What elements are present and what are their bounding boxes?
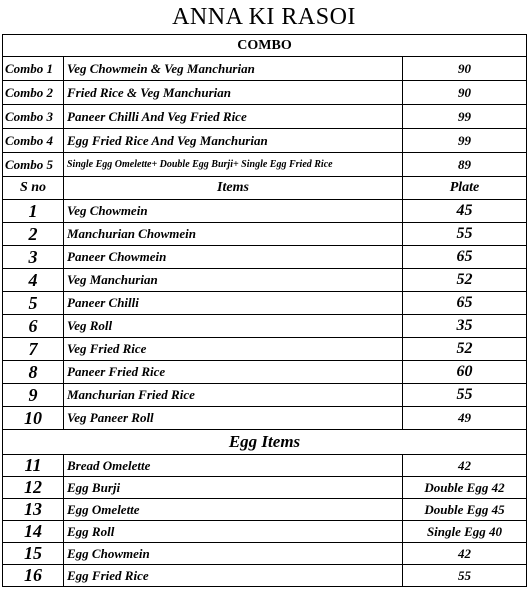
combo-section-header [3,35,527,57]
combo-desc: Egg Fried Rice And Veg Manchurian [64,129,403,153]
item-price: 65 [403,292,527,315]
item-price: Double Egg 45 [403,499,527,521]
item-name: Manchurian Chowmein [64,223,403,246]
item-name: Paneer Fried Rice [64,361,403,384]
menu-item-row [3,200,527,223]
combo-row [3,81,527,105]
item-name: Manchurian Fried Rice [64,384,403,407]
item-name: Paneer Chowmein [64,246,403,269]
combo-row [3,153,527,177]
item-price: Single Egg 40 [403,521,527,543]
menu-item-row [3,361,527,384]
menu-title: ANNA KI RASOI [172,3,356,30]
item-price: 55 [403,223,527,246]
item-sno: 2 [3,223,64,246]
item-name: Bread Omelette [64,455,403,477]
column-header-sno: S no [3,177,64,200]
combo-name: Combo 4 [3,129,64,153]
combo-desc: Paneer Chilli And Veg Fried Rice [64,105,403,129]
item-name: Egg Fried Rice [64,565,403,587]
menu-item-row [3,315,527,338]
menu-item-row [3,384,527,407]
item-price: 52 [403,269,527,292]
item-name: Veg Manchurian [64,269,403,292]
menu-table [2,34,527,587]
item-name: Veg Roll [64,315,403,338]
menu-item-row [3,407,527,430]
item-name: Egg Chowmein [64,543,403,565]
item-price: 55 [403,565,527,587]
item-sno: 13 [3,499,64,521]
column-header-plate: Plate [403,177,527,200]
item-sno: 10 [3,407,64,430]
egg-item-row [3,477,527,499]
combo-price: 89 [403,153,527,177]
item-sno: 8 [3,361,64,384]
item-sno: 12 [3,477,64,499]
item-sno: 7 [3,338,64,361]
item-price: 52 [403,338,527,361]
item-sno: 3 [3,246,64,269]
item-price: 65 [403,246,527,269]
combo-price: 90 [403,57,527,81]
column-header-items: Items [64,177,403,200]
combo-name: Combo 3 [3,105,64,129]
item-name: Veg Paneer Roll [64,407,403,430]
item-price: 42 [403,455,527,477]
combo-row [3,129,527,153]
item-sno: 14 [3,521,64,543]
combo-name: Combo 2 [3,81,64,105]
column-header-row [3,177,527,200]
egg-item-row [3,499,527,521]
item-sno: 15 [3,543,64,565]
combo-price: 99 [403,129,527,153]
item-price: 60 [403,361,527,384]
item-price: 49 [403,407,527,430]
egg-item-row [3,521,527,543]
combo-row [3,57,527,81]
item-sno: 16 [3,565,64,587]
item-name: Veg Chowmein [64,200,403,223]
item-name: Egg Burji [64,477,403,499]
combo-name: Combo 5 [3,153,64,177]
item-price: Double Egg 42 [403,477,527,499]
combo-desc: Fried Rice & Veg Manchurian [64,81,403,105]
item-sno: 9 [3,384,64,407]
egg-header: Egg Items [3,430,527,455]
item-sno: 5 [3,292,64,315]
item-name: Veg Fried Rice [64,338,403,361]
menu-item-row [3,292,527,315]
item-sno: 6 [3,315,64,338]
item-name: Egg Omelette [64,499,403,521]
item-price: 42 [403,543,527,565]
item-sno: 1 [3,200,64,223]
combo-price: 90 [403,81,527,105]
item-sno: 11 [3,455,64,477]
menu-item-row [3,246,527,269]
item-name: Egg Roll [64,521,403,543]
item-name: Paneer Chilli [64,292,403,315]
item-sno: 4 [3,269,64,292]
egg-section-header [3,430,527,455]
item-price: 35 [403,315,527,338]
combo-header: COMBO [3,35,527,57]
item-price: 45 [403,200,527,223]
egg-item-row [3,543,527,565]
combo-name: Combo 1 [3,57,64,81]
combo-desc: Single Egg Omelette+ Double Egg Burji+ Single Egg Fried Rice [64,153,403,177]
combo-desc: Veg Chowmein & Veg Manchurian [64,57,403,81]
combo-price: 99 [403,105,527,129]
menu-item-row [3,269,527,292]
item-price: 55 [403,384,527,407]
combo-row [3,105,527,129]
menu-item-row [3,338,527,361]
egg-item-row [3,565,527,587]
egg-item-row [3,455,527,477]
menu-item-row [3,223,527,246]
